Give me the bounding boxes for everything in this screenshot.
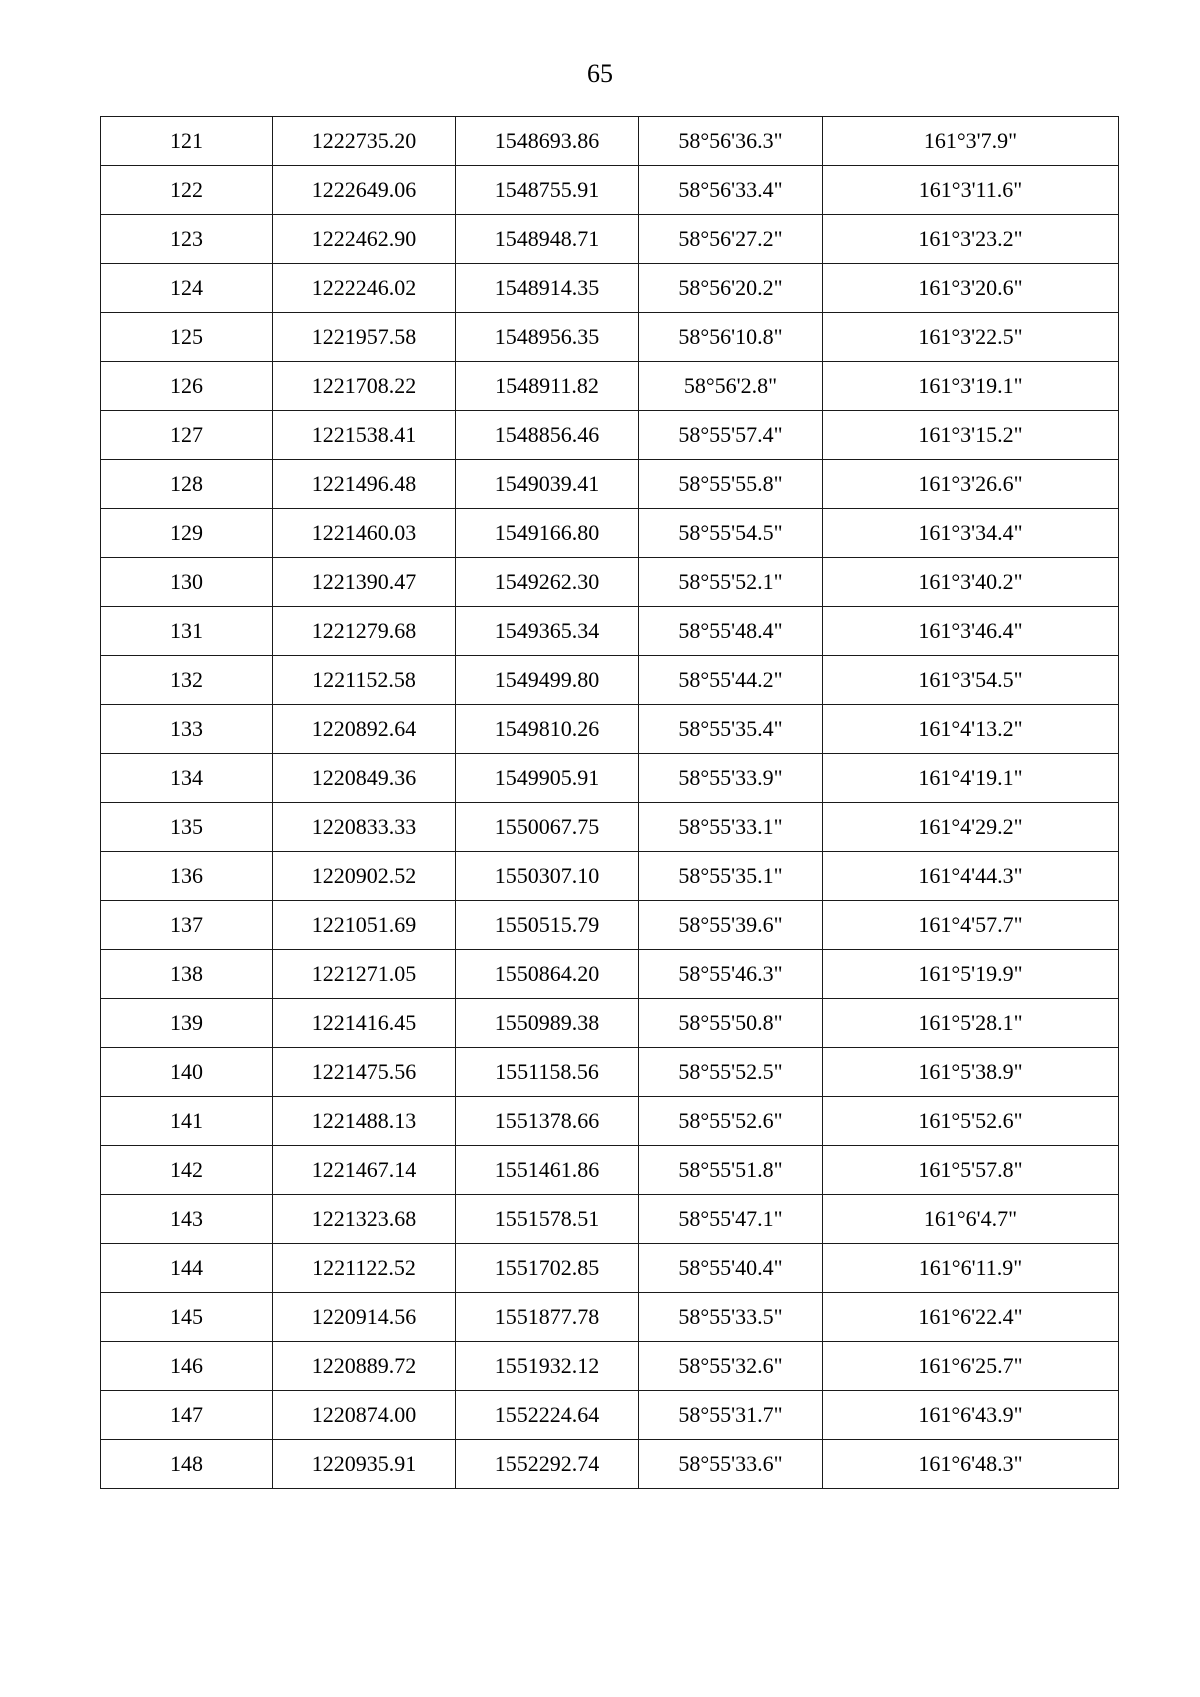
x-coordinate-cell: 1221051.69 [273,901,456,950]
longitude-cell: 161°6'25.7" [823,1342,1119,1391]
latitude-cell: 58°56'36.3" [639,117,823,166]
latitude-cell: 58°55'31.7" [639,1391,823,1440]
latitude-cell: 58°55'57.4" [639,411,823,460]
longitude-cell: 161°3'20.6" [823,264,1119,313]
x-coordinate-cell: 1222649.06 [273,166,456,215]
point-number-cell: 136 [101,852,273,901]
latitude-cell: 58°56'27.2" [639,215,823,264]
point-number-cell: 143 [101,1195,273,1244]
table-row [101,1391,1119,1440]
table-row [101,1342,1119,1391]
latitude-cell: 58°55'35.1" [639,852,823,901]
longitude-cell: 161°4'29.2" [823,803,1119,852]
x-coordinate-cell: 1221708.22 [273,362,456,411]
y-coordinate-cell: 1548755.91 [456,166,639,215]
x-coordinate-cell: 1220892.64 [273,705,456,754]
latitude-cell: 58°55'44.2" [639,656,823,705]
y-coordinate-cell: 1549365.34 [456,607,639,656]
point-number-cell: 142 [101,1146,273,1195]
x-coordinate-cell: 1221390.47 [273,558,456,607]
table-row [101,656,1119,705]
x-coordinate-cell: 1221279.68 [273,607,456,656]
point-number-cell: 145 [101,1293,273,1342]
point-number-cell: 126 [101,362,273,411]
x-coordinate-cell: 1220874.00 [273,1391,456,1440]
x-coordinate-cell: 1220914.56 [273,1293,456,1342]
point-number-cell: 146 [101,1342,273,1391]
table-row [101,1293,1119,1342]
table-row [101,803,1119,852]
longitude-cell: 161°3'15.2" [823,411,1119,460]
latitude-cell: 58°55'51.8" [639,1146,823,1195]
x-coordinate-cell: 1221271.05 [273,950,456,999]
latitude-cell: 58°55'39.6" [639,901,823,950]
latitude-cell: 58°56'20.2" [639,264,823,313]
point-number-cell: 140 [101,1048,273,1097]
x-coordinate-cell: 1221496.48 [273,460,456,509]
y-coordinate-cell: 1549499.80 [456,656,639,705]
y-coordinate-cell: 1551461.86 [456,1146,639,1195]
latitude-cell: 58°55'33.1" [639,803,823,852]
y-coordinate-cell: 1551578.51 [456,1195,639,1244]
longitude-cell: 161°4'44.3" [823,852,1119,901]
x-coordinate-cell: 1221475.56 [273,1048,456,1097]
table-row [101,901,1119,950]
y-coordinate-cell: 1549262.30 [456,558,639,607]
point-number-cell: 139 [101,999,273,1048]
table-row [101,999,1119,1048]
latitude-cell: 58°55'50.8" [639,999,823,1048]
table-row [101,215,1119,264]
point-number-cell: 129 [101,509,273,558]
latitude-cell: 58°55'47.1" [639,1195,823,1244]
longitude-cell: 161°6'43.9" [823,1391,1119,1440]
x-coordinate-cell: 1220902.52 [273,852,456,901]
longitude-cell: 161°3'40.2" [823,558,1119,607]
table-row [101,1146,1119,1195]
x-coordinate-cell: 1221488.13 [273,1097,456,1146]
point-number-cell: 128 [101,460,273,509]
table-row [101,117,1119,166]
table-row [101,362,1119,411]
latitude-cell: 58°55'32.6" [639,1342,823,1391]
y-coordinate-cell: 1551702.85 [456,1244,639,1293]
longitude-cell: 161°3'46.4" [823,607,1119,656]
longitude-cell: 161°4'57.7" [823,901,1119,950]
longitude-cell: 161°6'22.4" [823,1293,1119,1342]
table-row [101,852,1119,901]
y-coordinate-cell: 1550989.38 [456,999,639,1048]
table-row [101,754,1119,803]
x-coordinate-cell: 1221416.45 [273,999,456,1048]
longitude-cell: 161°3'26.6" [823,460,1119,509]
table-row [101,950,1119,999]
x-coordinate-cell: 1221460.03 [273,509,456,558]
y-coordinate-cell: 1549039.41 [456,460,639,509]
latitude-cell: 58°55'46.3" [639,950,823,999]
y-coordinate-cell: 1548856.46 [456,411,639,460]
point-number-cell: 135 [101,803,273,852]
table-row [101,264,1119,313]
y-coordinate-cell: 1552292.74 [456,1440,639,1489]
x-coordinate-cell: 1221122.52 [273,1244,456,1293]
table-row [101,166,1119,215]
table-row [101,607,1119,656]
y-coordinate-cell: 1551378.66 [456,1097,639,1146]
y-coordinate-cell: 1550307.10 [456,852,639,901]
y-coordinate-cell: 1550067.75 [456,803,639,852]
latitude-cell: 58°55'52.1" [639,558,823,607]
latitude-cell: 58°55'54.5" [639,509,823,558]
y-coordinate-cell: 1551877.78 [456,1293,639,1342]
x-coordinate-cell: 1220849.36 [273,754,456,803]
x-coordinate-cell: 1222735.20 [273,117,456,166]
latitude-cell: 58°55'52.6" [639,1097,823,1146]
point-number-cell: 127 [101,411,273,460]
longitude-cell: 161°3'22.5" [823,313,1119,362]
table-row [101,1440,1119,1489]
y-coordinate-cell: 1548948.71 [456,215,639,264]
table-row [101,460,1119,509]
longitude-cell: 161°3'23.2" [823,215,1119,264]
longitude-cell: 161°3'7.9" [823,117,1119,166]
longitude-cell: 161°5'19.9" [823,950,1119,999]
x-coordinate-cell: 1222462.90 [273,215,456,264]
y-coordinate-cell: 1551158.56 [456,1048,639,1097]
x-coordinate-cell: 1220935.91 [273,1440,456,1489]
page-number: 65 [587,59,613,88]
latitude-cell: 58°56'2.8" [639,362,823,411]
latitude-cell: 58°55'55.8" [639,460,823,509]
point-number-cell: 133 [101,705,273,754]
latitude-cell: 58°55'35.4" [639,705,823,754]
longitude-cell: 161°6'11.9" [823,1244,1119,1293]
point-number-cell: 121 [101,117,273,166]
x-coordinate-cell: 1222246.02 [273,264,456,313]
y-coordinate-cell: 1549905.91 [456,754,639,803]
latitude-cell: 58°55'33.6" [639,1440,823,1489]
point-number-cell: 134 [101,754,273,803]
point-number-cell: 131 [101,607,273,656]
coordinates-table-body [101,117,1119,1489]
latitude-cell: 58°55'33.9" [639,754,823,803]
y-coordinate-cell: 1551932.12 [456,1342,639,1391]
latitude-cell: 58°56'33.4" [639,166,823,215]
longitude-cell: 161°3'19.1" [823,362,1119,411]
point-number-cell: 141 [101,1097,273,1146]
y-coordinate-cell: 1548914.35 [456,264,639,313]
longitude-cell: 161°6'48.3" [823,1440,1119,1489]
y-coordinate-cell: 1548956.35 [456,313,639,362]
longitude-cell: 161°3'54.5" [823,656,1119,705]
point-number-cell: 123 [101,215,273,264]
x-coordinate-cell: 1220833.33 [273,803,456,852]
table-row [101,313,1119,362]
table-row [101,1097,1119,1146]
point-number-cell: 138 [101,950,273,999]
point-number-cell: 147 [101,1391,273,1440]
longitude-cell: 161°6'4.7" [823,1195,1119,1244]
longitude-cell: 161°4'19.1" [823,754,1119,803]
table-row [101,1195,1119,1244]
table-row [101,1048,1119,1097]
latitude-cell: 58°55'40.4" [639,1244,823,1293]
point-number-cell: 124 [101,264,273,313]
point-number-cell: 148 [101,1440,273,1489]
x-coordinate-cell: 1221323.68 [273,1195,456,1244]
latitude-cell: 58°55'48.4" [639,607,823,656]
longitude-cell: 161°5'52.6" [823,1097,1119,1146]
y-coordinate-cell: 1548911.82 [456,362,639,411]
point-number-cell: 132 [101,656,273,705]
x-coordinate-cell: 1221152.58 [273,656,456,705]
x-coordinate-cell: 1221957.58 [273,313,456,362]
table-row [101,558,1119,607]
point-number-cell: 144 [101,1244,273,1293]
y-coordinate-cell: 1550515.79 [456,901,639,950]
point-number-cell: 122 [101,166,273,215]
point-number-cell: 125 [101,313,273,362]
longitude-cell: 161°5'57.8" [823,1146,1119,1195]
table-row [101,1244,1119,1293]
table-row [101,705,1119,754]
longitude-cell: 161°3'34.4" [823,509,1119,558]
table-row [101,411,1119,460]
y-coordinate-cell: 1549810.26 [456,705,639,754]
longitude-cell: 161°5'28.1" [823,999,1119,1048]
coordinates-table [100,116,1119,1489]
latitude-cell: 58°55'52.5" [639,1048,823,1097]
latitude-cell: 58°56'10.8" [639,313,823,362]
table-row [101,509,1119,558]
x-coordinate-cell: 1221538.41 [273,411,456,460]
y-coordinate-cell: 1548693.86 [456,117,639,166]
longitude-cell: 161°4'13.2" [823,705,1119,754]
longitude-cell: 161°5'38.9" [823,1048,1119,1097]
y-coordinate-cell: 1550864.20 [456,950,639,999]
longitude-cell: 161°3'11.6" [823,166,1119,215]
y-coordinate-cell: 1552224.64 [456,1391,639,1440]
x-coordinate-cell: 1221467.14 [273,1146,456,1195]
point-number-cell: 137 [101,901,273,950]
y-coordinate-cell: 1549166.80 [456,509,639,558]
x-coordinate-cell: 1220889.72 [273,1342,456,1391]
point-number-cell: 130 [101,558,273,607]
latitude-cell: 58°55'33.5" [639,1293,823,1342]
